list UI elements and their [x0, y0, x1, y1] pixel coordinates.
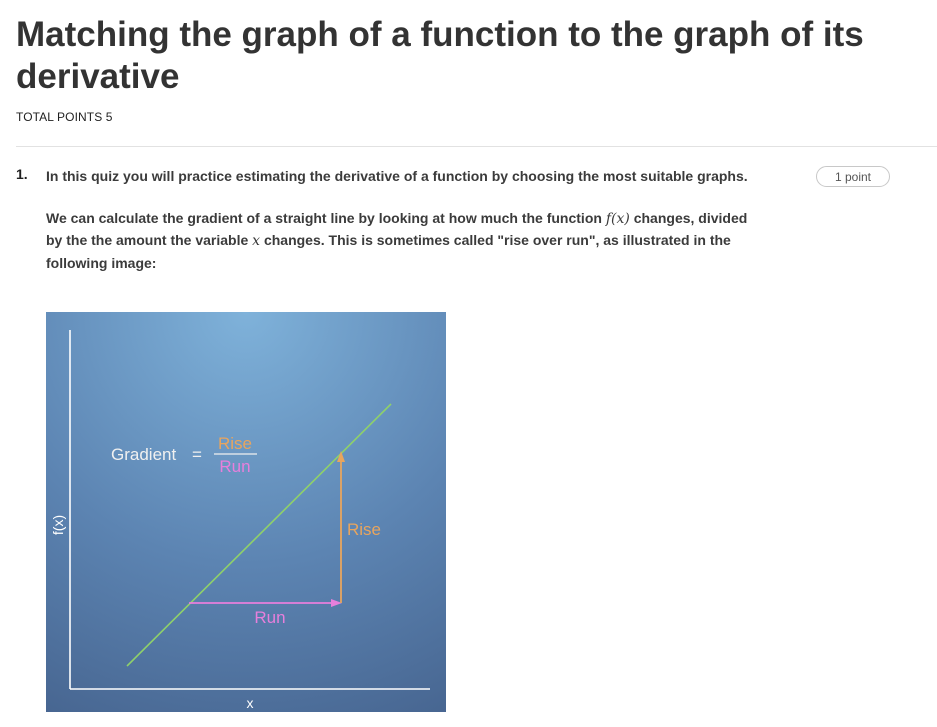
divider	[16, 146, 937, 147]
x-axis-label: x	[246, 695, 254, 711]
rise-arrow-label: Rise	[347, 520, 382, 539]
rise-over-run-svg	[46, 312, 446, 712]
total-points: TOTAL POINTS 5	[16, 110, 113, 124]
math-x-variable: x	[252, 233, 261, 249]
question-number: 1.	[16, 166, 28, 182]
y-axis-label: f(x)	[50, 514, 66, 536]
page-title: Matching the graph of a function to the graph of its derivative	[16, 15, 864, 96]
run-arrow-label: Run	[254, 608, 286, 627]
body-text-1: We can calculate the gradient of a straight line by looking at how much the function	[46, 209, 606, 226]
points-badge: 1 point	[816, 166, 890, 187]
equals-sign: =	[192, 445, 202, 464]
body-text-2: changes, divided by the the amount the variable	[46, 209, 748, 248]
question-body	[46, 208, 756, 275]
question-intro: In this quiz you will practice estimating the derivative of a function by choosing the most suitable graphs.	[46, 168, 748, 184]
gradient-label: Gradient	[111, 445, 177, 464]
fraction-rise: Rise	[217, 434, 253, 453]
fraction-run: Run	[219, 457, 251, 476]
math-f-of-x: f(x)	[605, 210, 630, 227]
question-text	[46, 166, 756, 294]
rise-over-run-figure	[46, 312, 446, 712]
figure-background	[46, 312, 446, 712]
body-text-3: changes. This is sometimes called "rise over run", as illustrated in the following image:	[46, 232, 731, 271]
